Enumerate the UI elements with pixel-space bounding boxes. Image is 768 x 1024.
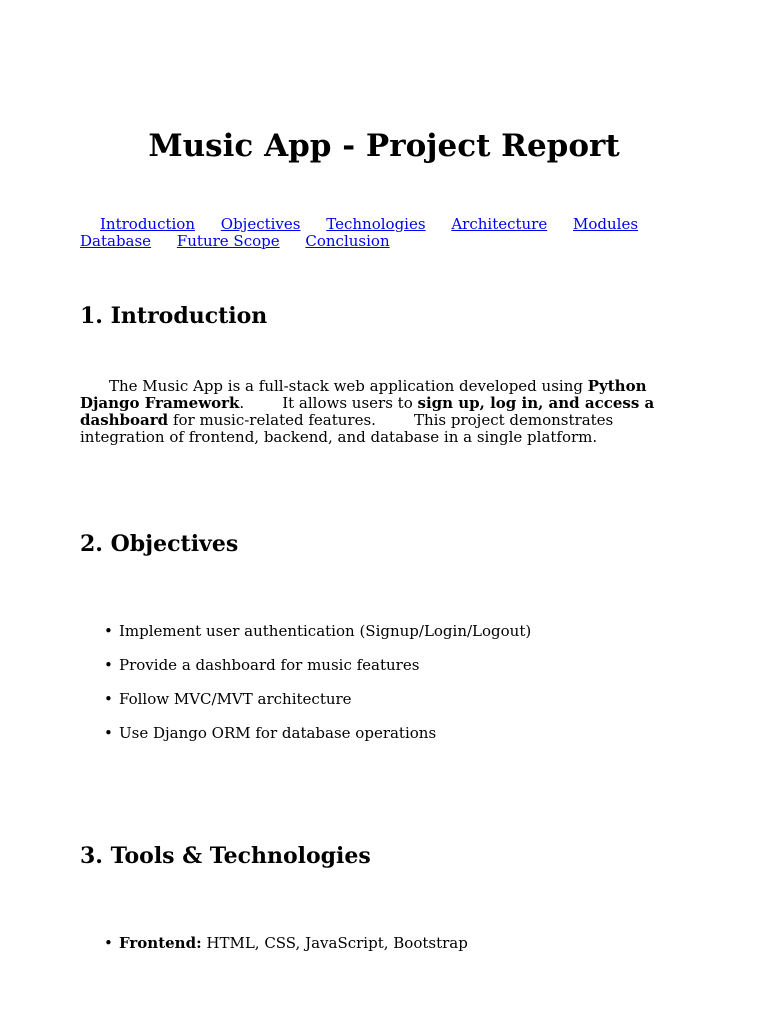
tech-label-frontend: Frontend: <box>119 934 202 952</box>
intro-text-5: This project demonstrates integration of frontend, backend, and database in a single platform. <box>80 411 614 446</box>
list-item <box>104 935 468 952</box>
intro-text-1: The Music App is a full-stack web application developed using <box>109 377 588 395</box>
intro-bold-features: sign up, log in, and access a dashboard <box>80 394 655 429</box>
list-item: • Use Django ORM for database operations <box>104 724 437 742</box>
toc-row <box>80 216 700 233</box>
bullet-icon: • <box>104 656 113 674</box>
introduction-heading: 1. Introduction <box>80 303 268 329</box>
list-item: • Provide a dashboard for music features <box>104 656 420 674</box>
technologies-heading: 3. Tools & Technologies <box>80 843 371 869</box>
toc-link-database[interactable]: Database <box>80 232 152 250</box>
intro-text-2: . <box>239 394 245 412</box>
objectives-list <box>104 623 531 742</box>
toc-link-introduction[interactable]: Introduction <box>100 215 195 233</box>
introduction-paragraph <box>80 378 690 446</box>
toc-link-conclusion[interactable]: Conclusion <box>305 232 390 250</box>
intro-text-3: It allows users to <box>282 394 418 412</box>
objectives-heading: 2. Objectives <box>80 531 239 557</box>
toc-row <box>80 233 700 250</box>
toc-link-architecture[interactable]: Architecture <box>451 215 548 233</box>
table-of-contents <box>80 216 700 250</box>
toc-link-future-scope[interactable]: Future Scope <box>176 232 280 250</box>
bullet-icon: • <box>104 690 113 708</box>
tech-value-frontend: HTML, CSS, JavaScript, Bootstrap <box>201 934 468 952</box>
bullet-icon: • <box>104 934 113 952</box>
toc-link-modules[interactable]: Modules <box>573 215 639 233</box>
list-item: • Follow MVC/MVT architecture <box>104 690 352 708</box>
bullet-icon: • <box>104 622 113 640</box>
toc-link-technologies[interactable]: Technologies <box>326 215 426 233</box>
bullet-icon: • <box>104 724 113 742</box>
intro-bold-framework: Python Django Framework <box>80 377 647 412</box>
technologies-list <box>104 935 468 952</box>
list-item: • Implement user authentication (Signup/Login/Logout) <box>104 622 532 640</box>
page-title: Music App - Project Report <box>148 128 620 164</box>
toc-link-objectives[interactable]: Objectives <box>220 215 301 233</box>
intro-text-4: for music-related features. <box>168 411 376 429</box>
